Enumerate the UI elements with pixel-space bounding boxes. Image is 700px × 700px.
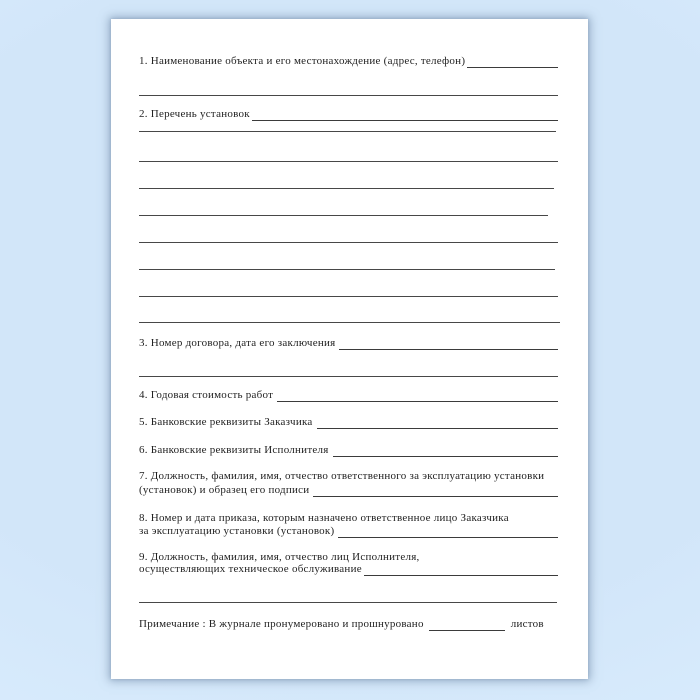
document-page (111, 19, 588, 679)
blank-line (139, 602, 557, 603)
form-item-4-label: 4. Годовая стоимость работ (139, 389, 274, 401)
blank-line (139, 161, 558, 162)
fill-in-line (338, 523, 558, 538)
note-prefix: Примечание : В журнале пронумеровано и прошнуровано (139, 618, 424, 630)
form-item-9-line2 (139, 562, 558, 576)
form-item-6 (139, 443, 558, 457)
form-item-9-label-line1: 9. Должность, фамилия, имя, отчество лиц Исполнителя, (139, 551, 420, 563)
form-item-5 (139, 415, 558, 429)
blank-line (139, 376, 558, 377)
form-item-9-label-line2: осуществляющих техническое обслуживание (139, 563, 362, 575)
form-item-1 (139, 54, 558, 68)
fill-in-line (317, 414, 558, 429)
blank-line (139, 131, 556, 132)
blank-line (139, 95, 558, 96)
form-item-8-label-line1: 8. Номер и дата приказа, которым назначено ответственное лицо Заказчика (139, 512, 509, 524)
blank-line (139, 188, 554, 189)
blank-line (139, 242, 558, 243)
form-item-7-label-line2: (установок) и образец его подписи (139, 484, 310, 496)
form-item-7-line1 (139, 469, 558, 483)
fill-in-line (277, 387, 558, 402)
fill-in-line (339, 335, 558, 350)
form-item-1-label: 1. Наименование объекта и его местонахождение (адрес, телефон) (139, 55, 466, 67)
form-item-7-label-line1: 7. Должность, фамилия, имя, отчество ответственного за эксплуатацию установки (139, 470, 545, 482)
form-item-8-label-line2: за эксплуатацию установки (установок) (139, 525, 335, 537)
note-suffix: листов (510, 618, 544, 630)
form-item-2 (139, 107, 558, 121)
blank-line (139, 215, 548, 216)
fill-in-line (467, 53, 558, 68)
form-item-6-label: 6. Банковские реквизиты Исполнителя (139, 444, 329, 456)
fill-in-line (364, 561, 558, 576)
form-item-3-label: 3. Номер договора, дата его заключения (139, 337, 336, 349)
form-item-4 (139, 388, 558, 402)
form-item-7-line2 (139, 483, 558, 497)
form-item-5-label: 5. Банковские реквизиты Заказчика (139, 416, 313, 428)
blank-line (139, 322, 560, 323)
fill-in-line (429, 616, 505, 631)
fill-in-line (313, 482, 558, 497)
blank-line (139, 296, 558, 297)
blank-line (139, 269, 555, 270)
note-line (139, 617, 558, 631)
fill-in-line (333, 442, 558, 457)
form-item-3 (139, 336, 558, 350)
fill-in-line (252, 106, 558, 121)
form-item-2-label: 2. Перечень установок (139, 108, 250, 120)
form-item-8-line2 (139, 524, 558, 538)
